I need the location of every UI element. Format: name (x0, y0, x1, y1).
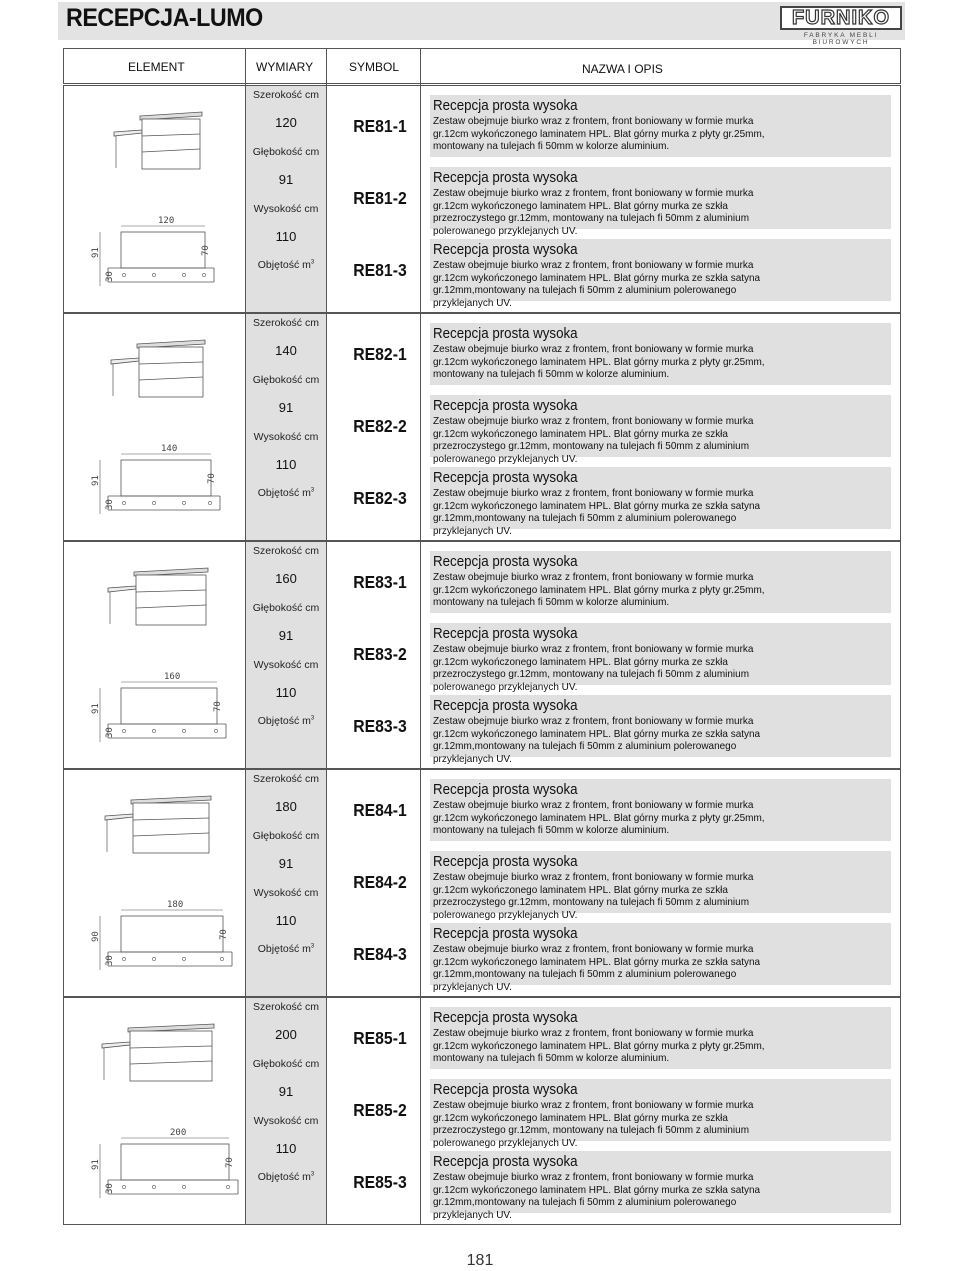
product-description (430, 851, 891, 921)
dimension-label: Szerokość cm (253, 545, 319, 557)
dimension-label: Wysokość cm (253, 1115, 319, 1127)
product-description (430, 239, 891, 309)
dimension-label: Objętość $m^3$ (257, 487, 315, 499)
product-name: Recepcja prosta wysoka (433, 626, 578, 642)
dimension-label: Głębokość cm (252, 830, 320, 842)
header-dims: WYMIARY (256, 60, 314, 74)
product-description (430, 1007, 891, 1069)
dimension-label: Głębokość cm (252, 602, 320, 614)
product-symbol: RE82-2 (353, 416, 407, 436)
dimension-label: Szerokość cm (253, 317, 319, 329)
product-description (430, 923, 891, 993)
dimensions-panel (246, 770, 326, 996)
product-details: Zestaw obejmuje biurko wraz z frontem, front boniowany w formie murka gr.12cm wykończonego laminatem HPL. Blat górny murka ze szkła przezroczystego gr.12mm, montowany na tulejach fi 50mm z aluminium polerowanego przyklejanych UV. (433, 643, 754, 693)
dimension-value: 200 (275, 1027, 297, 1042)
desk-worktop (108, 586, 136, 592)
dimension-label: Głębokość cm (252, 1058, 320, 1070)
product-details: Zestaw obejmuje biurko wraz z frontem, front boniowany w formie murka gr.12cm wykończonego laminatem HPL. Blat górny murka ze szkła satyna gr.12mm,montowany na tulejach fi 50mm z aluminium polerowanego przyklejanych UV. (433, 259, 761, 309)
dimension-value: 91 (278, 628, 294, 643)
product-symbol: RE81-1 (353, 116, 407, 136)
product-description (430, 695, 891, 765)
product-details: Zestaw obejmuje biurko wraz z frontem, front boniowany w formie murka gr.12cm wykończonego laminatem HPL. Blat górny murka ze szkła satyna gr.12mm,montowany na tulejach fi 50mm z aluminium polerowanego przyklejanych UV. (433, 715, 761, 765)
product-description (430, 323, 891, 385)
element-image (64, 998, 245, 1224)
product-symbol: RE85-1 (353, 1028, 407, 1048)
plan-base-label: 30 (105, 499, 115, 510)
dimension-value: 91 (278, 400, 294, 415)
product-symbol: RE82-1 (353, 344, 407, 364)
plan-post (182, 957, 185, 960)
dimensions-panel (246, 998, 326, 1224)
plan-post (152, 729, 155, 732)
product-details: Zestaw obejmuje biurko wraz z frontem, front boniowany w formie murka gr.12cm wykończonego laminatem HPL. Blat górny murka z płyty gr.25mm, montowany na tulejach fi 50mm w kolorze aluminium. (433, 115, 765, 153)
plan-wall-label: 70 (219, 929, 229, 940)
product-name: Recepcja prosta wysoka (433, 854, 578, 870)
reception-desk-drawing (64, 314, 245, 540)
product-group (63, 997, 901, 1225)
plan-post (122, 1185, 125, 1188)
product-name: Recepcja prosta wysoka (433, 242, 578, 258)
plan-post (214, 729, 217, 732)
product-name: Recepcja prosta wysoka (433, 1154, 578, 1170)
plan-wall-label: 70 (201, 245, 211, 256)
brand-logo (780, 6, 902, 46)
reception-desk-drawing (64, 542, 245, 768)
product-details: Zestaw obejmuje biurko wraz z frontem, front boniowany w formie murka gr.12cm wykończonego laminatem HPL. Blat górny murka ze szkła przezroczystego gr.12mm, montowany na tulejach fi 50mm z aluminium polerowanego przyklejanych UV. (433, 415, 754, 465)
product-group (63, 769, 901, 997)
dimension-label: Objętość $m^3$ (257, 943, 315, 955)
product-symbol: RE81-2 (353, 188, 407, 208)
plan-depth-label: 90 (91, 931, 101, 942)
plan-post (182, 501, 185, 504)
column-divider (326, 86, 327, 312)
dimension-value: 110 (275, 457, 297, 472)
dimension-value: 110 (275, 229, 297, 244)
product-description (430, 167, 891, 237)
column-divider (420, 314, 421, 540)
product-description (430, 551, 891, 613)
plan-post (202, 273, 205, 276)
dimension-value: 110 (275, 685, 297, 700)
header-divider (326, 49, 327, 85)
plan-base-label: 30 (105, 955, 115, 966)
desk-front (139, 347, 203, 397)
dimension-value: 160 (275, 571, 297, 586)
dimension-label: Głębokość cm (252, 146, 320, 158)
dimension-label: Głębokość cm (252, 374, 320, 386)
column-divider (326, 314, 327, 540)
product-details: Zestaw obejmuje biurko wraz z frontem, front boniowany w formie murka gr.12cm wykończonego laminatem HPL. Blat górny murka ze szkła satyna gr.12mm,montowany na tulejach fi 50mm z aluminium polerowanego przyklejanych UV. (433, 487, 761, 537)
page-number: 181 (466, 1252, 494, 1269)
product-name: Recepcja prosta wysoka (433, 926, 578, 942)
logo-subtitle: FABRYKA MEBLI BIUROWYCH (803, 32, 879, 46)
product-symbol: RE85-3 (353, 1172, 407, 1192)
column-divider (326, 770, 327, 996)
dimension-label: Wysokość cm (253, 431, 319, 443)
dimension-value: 140 (275, 343, 297, 358)
column-divider (326, 998, 327, 1224)
product-symbol: RE84-2 (353, 872, 407, 892)
product-description (430, 395, 891, 465)
product-details: Zestaw obejmuje biurko wraz z frontem, front boniowany w formie murka gr.12cm wykończonego laminatem HPL. Blat górny murka ze szkła przezroczystego gr.12mm, montowany na tulejach fi 50mm z aluminium polerowanego przyklejanych UV. (433, 187, 754, 237)
product-details: Zestaw obejmuje biurko wraz z frontem, front boniowany w formie murka gr.12cm wykończonego laminatem HPL. Blat górny murka z płyty gr.25mm, montowany na tulejach fi 50mm w kolorze aluminium. (433, 571, 765, 609)
dimension-label: Wysokość cm (253, 203, 319, 215)
logo-word: FURNIKO (791, 7, 891, 29)
dimension-value: 91 (278, 172, 294, 187)
plan-depth-label: 91 (91, 703, 101, 714)
volume-unit-exponent: 3 (310, 259, 315, 266)
dimension-label: Wysokość cm (253, 887, 319, 899)
product-symbol: RE83-2 (353, 644, 407, 664)
product-symbol: RE83-1 (353, 572, 407, 592)
plan-post (152, 273, 155, 276)
plan-post (182, 1185, 185, 1188)
dimension-label: Szerokość cm (253, 773, 319, 785)
plan-post (122, 273, 125, 276)
header-desc: NAZWA I OPIS (582, 62, 663, 76)
product-symbol: RE84-1 (353, 800, 407, 820)
desk-worktop (111, 358, 139, 364)
dimension-value: 110 (275, 1141, 297, 1156)
plan-post (152, 957, 155, 960)
element-image (64, 86, 245, 312)
plan-width-label: 180 (167, 900, 184, 910)
product-symbol: RE81-3 (353, 260, 407, 280)
plan-outline (121, 232, 205, 268)
plan-wall-label: 70 (225, 1157, 235, 1168)
plan-outline (121, 1144, 229, 1180)
product-details: Zestaw obejmuje biurko wraz z frontem, front boniowany w formie murka gr.12cm wykończonego laminatem HPL. Blat górny murka ze szkła przezroczystego gr.12mm, montowany na tulejach fi 50mm z aluminium polerowanego przyklejanych UV. (433, 871, 754, 921)
page-title: RECEPCJA-LUMO (66, 4, 263, 32)
product-name: Recepcja prosta wysoka (433, 1082, 578, 1098)
column-divider (420, 542, 421, 768)
header-divider (245, 49, 246, 85)
dimension-label: Objętość $m^3$ (257, 1171, 315, 1183)
dimension-label: Szerokość cm (253, 1001, 319, 1013)
desk-front (133, 803, 209, 853)
product-symbol: RE82-3 (353, 488, 407, 508)
desk-worktop (114, 130, 142, 136)
product-group (63, 313, 901, 541)
plan-post (208, 501, 211, 504)
plan-width-label: 140 (161, 444, 178, 454)
plan-depth-label: 91 (91, 1159, 101, 1170)
product-group (63, 541, 901, 769)
product-name: Recepcja prosta wysoka (433, 398, 578, 414)
volume-unit-exponent: 3 (310, 943, 315, 950)
plan-wall-label: 70 (207, 473, 217, 484)
product-symbol: RE83-3 (353, 716, 407, 736)
product-description (430, 467, 891, 537)
column-divider (420, 770, 421, 996)
dimension-label: Szerokość cm (253, 89, 319, 101)
desk-front (136, 575, 206, 625)
plan-post (220, 957, 223, 960)
product-name: Recepcja prosta wysoka (433, 326, 578, 342)
plan-post (182, 729, 185, 732)
product-name: Recepcja prosta wysoka (433, 470, 578, 486)
plan-wall-label: 70 (213, 701, 223, 712)
dimension-value: 180 (275, 799, 297, 814)
plan-outline (121, 688, 217, 724)
column-divider (420, 998, 421, 1224)
header-symbol: SYMBOL (349, 60, 400, 74)
product-symbol: RE85-2 (353, 1100, 407, 1120)
plan-depth-label: 91 (91, 475, 101, 486)
plan-post (122, 729, 125, 732)
product-description (430, 1151, 891, 1221)
plan-post (226, 1185, 229, 1188)
product-description (430, 623, 891, 693)
element-image (64, 770, 245, 996)
plan-base-label: 30 (105, 271, 115, 282)
plan-outline (121, 916, 223, 952)
product-name: Recepcja prosta wysoka (433, 782, 578, 798)
plan-base-label: 30 (105, 1183, 115, 1194)
dimension-label: Wysokość cm (253, 659, 319, 671)
product-details: Zestaw obejmuje biurko wraz z frontem, front boniowany w formie murka gr.12cm wykończonego laminatem HPL. Blat górny murka z płyty gr.25mm, montowany na tulejach fi 50mm w kolorze aluminium. (433, 1027, 765, 1065)
volume-unit-exponent: 3 (310, 487, 315, 494)
dimensions-panel (246, 86, 326, 312)
product-name: Recepcja prosta wysoka (433, 554, 578, 570)
plan-post (122, 957, 125, 960)
dimension-value: 91 (278, 856, 294, 871)
desk-front (130, 1031, 212, 1081)
product-name: Recepcja prosta wysoka (433, 1010, 578, 1026)
product-details: Zestaw obejmuje biurko wraz z frontem, front boniowany w formie murka gr.12cm wykończonego laminatem HPL. Blat górny murka ze szkła satyna gr.12mm,montowany na tulejach fi 50mm z aluminium polerowanego przyklejanych UV. (433, 1171, 761, 1221)
column-divider (326, 542, 327, 768)
plan-base-label: 30 (105, 727, 115, 738)
dimension-label: Objętość $m^3$ (257, 715, 315, 727)
dimension-value: 120 (275, 115, 297, 130)
product-details: Zestaw obejmuje biurko wraz z frontem, front boniowany w formie murka gr.12cm wykończonego laminatem HPL. Blat górny murka ze szkła satyna gr.12mm,montowany na tulejach fi 50mm z aluminium polerowanego przyklejanych UV. (433, 943, 761, 993)
plan-outline (121, 460, 211, 496)
volume-unit-exponent: 3 (310, 1171, 315, 1178)
reception-desk-drawing (64, 770, 245, 996)
product-details: Zestaw obejmuje biurko wraz z frontem, front boniowany w formie murka gr.12cm wykończonego laminatem HPL. Blat górny murka z płyty gr.25mm, montowany na tulejach fi 50mm w kolorze aluminium. (433, 343, 765, 381)
volume-unit-exponent: 3 (310, 715, 315, 722)
table-header (63, 48, 901, 84)
desk-worktop (102, 1042, 130, 1048)
element-image (64, 542, 245, 768)
plan-width-label: 120 (158, 216, 175, 226)
plan-post (182, 273, 185, 276)
plan-width-label: 160 (164, 672, 181, 682)
reception-desk-drawing (64, 86, 245, 312)
dimension-value: 110 (275, 913, 297, 928)
element-image (64, 314, 245, 540)
column-divider (420, 86, 421, 312)
dimension-label: Objętość $m^3$ (257, 259, 315, 271)
product-details: Zestaw obejmuje biurko wraz z frontem, front boniowany w formie murka gr.12cm wykończonego laminatem HPL. Blat górny murka z płyty gr.25mm, montowany na tulejach fi 50mm w kolorze aluminium. (433, 799, 765, 837)
header-element: ELEMENT (128, 60, 185, 74)
reception-desk-drawing (64, 998, 245, 1224)
plan-width-label: 200 (170, 1128, 187, 1138)
product-description (430, 95, 891, 157)
desk-front (142, 119, 200, 169)
product-name: Recepcja prosta wysoka (433, 698, 578, 714)
plan-post (122, 501, 125, 504)
product-description (430, 779, 891, 841)
product-group (63, 85, 901, 313)
product-name: Recepcja prosta wysoka (433, 98, 578, 114)
product-details: Zestaw obejmuje biurko wraz z frontem, front boniowany w formie murka gr.12cm wykończonego laminatem HPL. Blat górny murka ze szkła przezroczystego gr.12mm, montowany na tulejach fi 50mm z aluminium polerowanego przyklejanych UV. (433, 1099, 754, 1149)
dimensions-panel (246, 542, 326, 768)
header-divider (420, 49, 421, 85)
plan-post (152, 1185, 155, 1188)
product-symbol: RE84-3 (353, 944, 407, 964)
product-description (430, 1079, 891, 1149)
plan-depth-label: 91 (91, 247, 101, 258)
plan-post (152, 501, 155, 504)
dimension-value: 91 (278, 1084, 294, 1099)
product-name: Recepcja prosta wysoka (433, 170, 578, 186)
desk-worktop (105, 814, 133, 820)
dimensions-panel (246, 314, 326, 540)
